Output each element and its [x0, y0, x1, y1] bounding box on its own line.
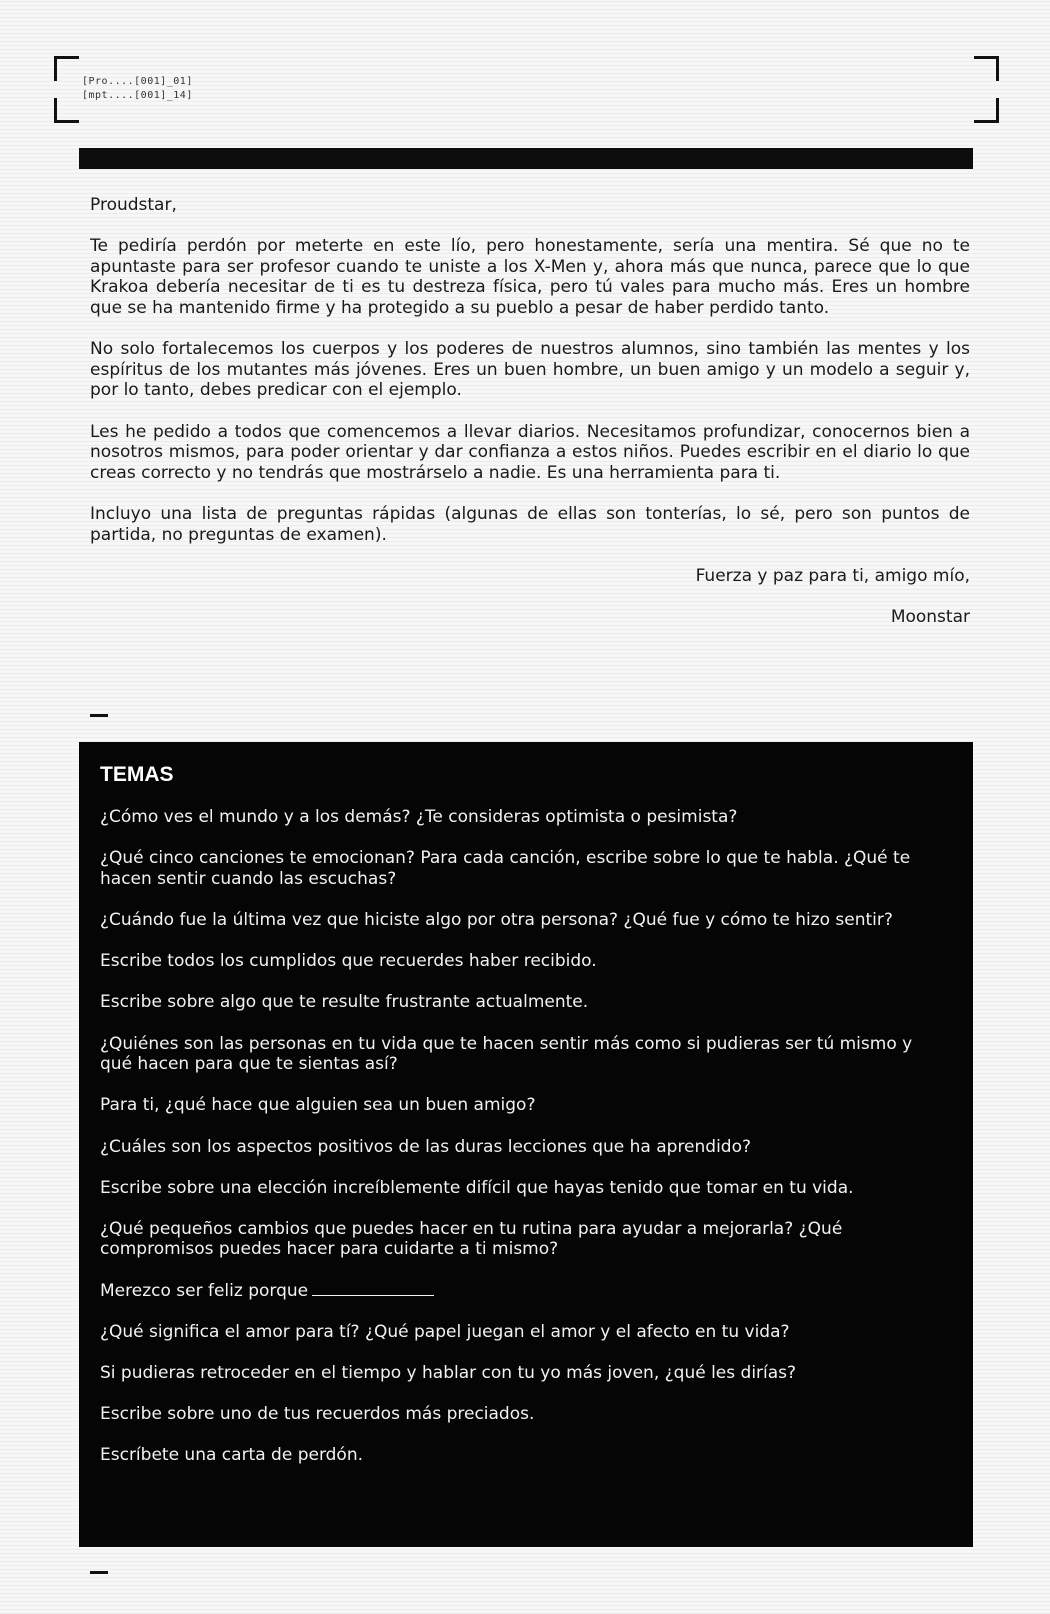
letter-paragraph: No solo fortalecemos los cuerpos y los poderes de nuestros alumnos, sino también las mentes y los espíritus de los mutantes más jóvenes. Eres un buen hombre, un buen amigo y un modelo a seguir y, por lo tanto, debes predicar con el ejemplo. [90, 339, 970, 401]
corner-bracket-top-right [974, 56, 999, 81]
header-bar [79, 148, 973, 169]
topic-item: Escríbete una carta de perdón. [100, 1445, 364, 1466]
topic-item-fill-in [100, 1281, 920, 1302]
file-code-line: [mpt....[001]_14] [82, 90, 193, 101]
topic-item: ¿Quiénes son las personas en tu vida que te hacen sentir más como si pudieras ser tú mismo y qué hacen para que te sientas así? [100, 1033, 913, 1075]
file-code-line: [Pro....[001]_01] [82, 76, 193, 87]
topic-item: ¿Cuándo fue la última vez que hiciste algo por otra persona? ¿Qué fue y cómo te hizo sentir? [100, 909, 893, 930]
topic-item-text: Merezco ser feliz porque [100, 1280, 309, 1301]
topic-item: ¿Qué pequeños cambios que puedes hacer en tu rutina para ayudar a mejorarla? ¿Qué compromisos puedes hacer para cuidarte a ti mismo? [100, 1218, 843, 1260]
topics-box [79, 742, 973, 1547]
letter-closing: Fuerza y paz para ti, amigo mío, [695, 565, 970, 586]
corner-bracket-top-left [54, 56, 79, 81]
topic-item: Para ti, ¿qué hace que alguien sea un buen amigo? [100, 1095, 536, 1116]
fill-in-blank-line [312, 1281, 434, 1296]
topic-item: Escribe sobre algo que te resulte frustrante actualmente. [100, 992, 589, 1013]
topic-item: ¿Qué significa el amor para tí? ¿Qué papel juegan el amor y el afecto en tu vida? [100, 1321, 790, 1342]
topic-item: ¿Cuáles son los aspectos positivos de las duras lecciones que ha aprendido? [100, 1136, 752, 1157]
topic-item: ¿Cómo ves el mundo y a los demás? ¿Te consideras optimista o pesimista? [100, 807, 738, 827]
section-divider-dash [90, 1571, 108, 1574]
section-divider-dash [90, 714, 108, 717]
file-codes [82, 75, 193, 103]
letter-paragraph: Incluyo una lista de preguntas rápidas (algunas de ellas son tonterías, lo sé, pero son puntos de partida, no preguntas de examen). [90, 503, 970, 545]
letter-signature: Moonstar [890, 606, 970, 627]
letter-salutation: Proudstar, [90, 195, 177, 215]
corner-bracket-bottom-right [974, 98, 999, 123]
topic-item: Escribe todos los cumplidos que recuerdes haber recibido. [100, 951, 597, 972]
letter-paragraph: Te pediría perdón por meterte en este lío, pero honestamente, sería una mentira. Sé que no te apuntaste para ser profesor cuando te uniste a los X-Men y, ahora más que nunca, parece que lo que Krakoa debería necesitar de ti es tu destreza física, pero tú vales para mucho más. Eres un hombre que se ha mantenido firme y ha protegido a su pueblo a pesar de haber perdido tanto. [90, 236, 970, 318]
topic-item: Escribe sobre una elección increíblemente difícil que hayas tenido que tomar en tu vida. [100, 1177, 854, 1198]
topic-item: Si pudieras retroceder en el tiempo y hablar con tu yo más joven, ¿qué les dirías? [100, 1363, 797, 1384]
topics-title: TEMAS [100, 763, 174, 786]
letter [90, 195, 970, 648]
topics-list [100, 807, 920, 1466]
topic-item: Escribe sobre uno de tus recuerdos más preciados. [100, 1404, 535, 1425]
topic-item: ¿Qué cinco canciones te emocionan? Para cada canción, escribe sobre lo que te habla. ¿Qué te hacen sentir cuando las escuchas? [100, 848, 911, 889]
corner-bracket-bottom-left [54, 98, 79, 123]
letter-paragraph: Les he pedido a todos que comencemos a llevar diarios. Necesitamos profundizar, conocernos bien a nosotros mismos, para poder orientar y dar confianza a estos niños. Puedes escribir en el diario lo que creas correcto y no tendrás que mostrárselo a nadie. Es una herramienta para ti. [90, 421, 970, 483]
